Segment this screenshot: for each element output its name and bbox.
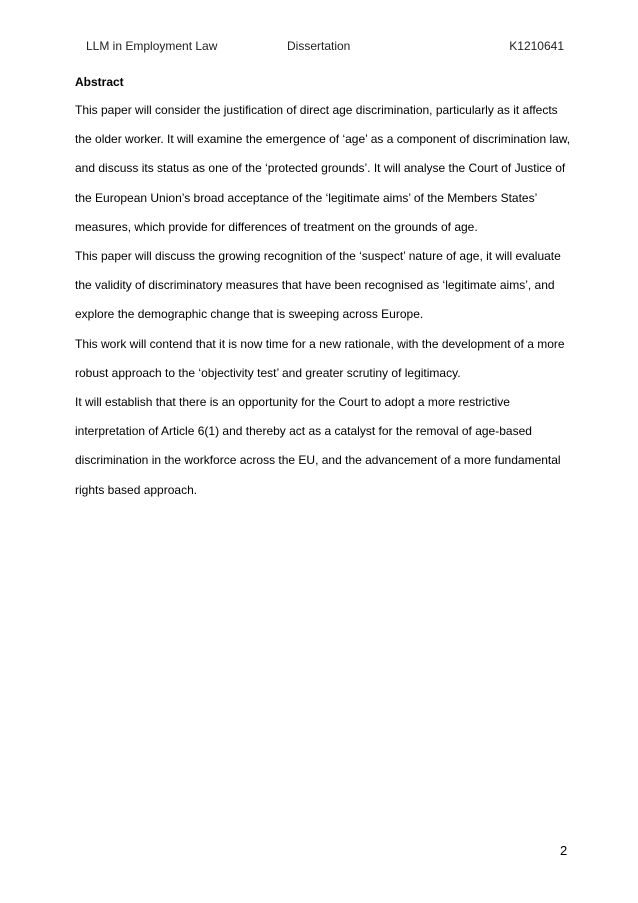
- header-student-id: K1210641: [509, 39, 564, 53]
- abstract-heading: Abstract: [75, 75, 124, 89]
- abstract-paragraph: This work will contend that it is now time for a new rationale, with the development of a more robust approach to the ‘objectivity test’ and greater scrutiny of legitimacy.: [75, 336, 565, 380]
- abstract-paragraph: It will establish that there is an opportunity for the Court to adopt a more restrictive interpretation of Article 6(1) and thereby act as a catalyst for the removal of age-based discrimination in the workforce across the EU, and the advancement of a more fundamental rights based approach.: [75, 395, 561, 497]
- header-document-type: Dissertation: [287, 39, 351, 53]
- running-header: [86, 38, 564, 54]
- abstract-body: [75, 96, 575, 505]
- header-course-title: LLM in Employment Law: [86, 39, 218, 53]
- page-number: 2: [560, 843, 568, 858]
- abstract-paragraph: This paper will discuss the growing recognition of the ‘suspect’ nature of age, it will evaluate the validity of discriminatory measures that have been recognised as ‘legitimate aims’, and explore the demographic change that is sweeping across Europe.: [75, 249, 561, 322]
- abstract-paragraph: This paper will consider the justification of direct age discrimination, particularly as it affects the older worker. It will examine the emergence of ‘age’ as a component of discrimination law, and discuss its status as one of the ‘protected grounds’. It will analyse the Court of Justice of the European Union’s broad acceptance of the ‘legitimate aims’ of the Members States’ measures, which provide for differences of treatment on the grounds of age.: [75, 103, 571, 234]
